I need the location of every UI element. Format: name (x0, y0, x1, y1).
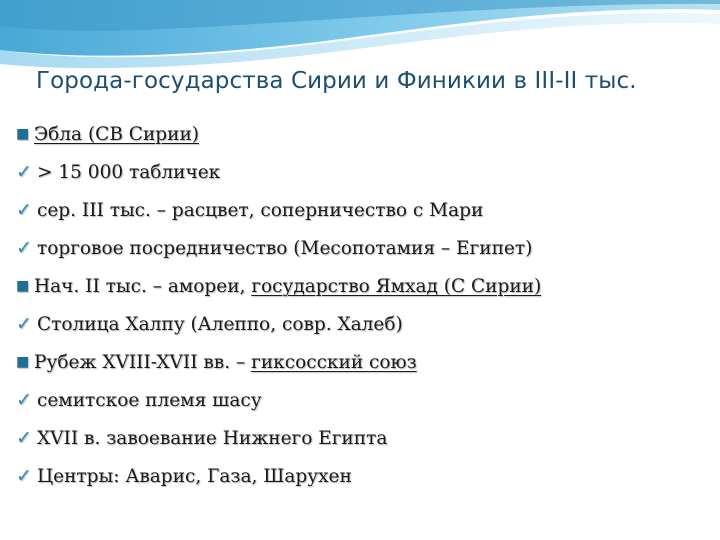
bullet-underlined-text: Эбла (СВ Сирии) (34, 124, 200, 145)
bullet-text: семитское племя шасу (37, 390, 262, 411)
bullet-item (16, 118, 716, 156)
bullet-list (16, 118, 716, 498)
bullet-text: Рубеж XVIII-XVII вв. – (34, 352, 252, 373)
square-bullet-icon: ■ (16, 126, 30, 142)
checkmark-bullet-icon: ✓ (16, 427, 32, 449)
square-bullet-icon: ■ (16, 278, 30, 294)
bullet-text: Центры: Аварис, Газа, Шарухен (37, 466, 352, 487)
bullet-item (16, 384, 716, 422)
square-bullet-icon: ■ (16, 354, 30, 370)
bullet-item (16, 460, 716, 498)
checkmark-bullet-icon: ✓ (16, 161, 32, 183)
checkmark-bullet-icon: ✓ (16, 465, 32, 487)
bullet-item (16, 232, 716, 270)
bullet-text: XVII в. завоевание Нижнего Египта (37, 428, 388, 449)
bullet-underlined-text: гиксосский союз (251, 352, 417, 373)
bullet-text: > 15 000 табличек (37, 162, 221, 183)
bullet-item (16, 308, 716, 346)
bullet-item (16, 346, 716, 384)
bullet-text: торговое посредничество (Месопотамия – Египет) (37, 238, 533, 259)
checkmark-bullet-icon: ✓ (16, 313, 32, 335)
bullet-item (16, 194, 716, 232)
checkmark-bullet-icon: ✓ (16, 237, 32, 259)
bullet-text: Столица Халпу (Алеппо, совр. Халеб) (37, 314, 403, 335)
checkmark-bullet-icon: ✓ (16, 199, 32, 221)
bullet-underlined-text: государство Ямхад (С Сирии) (251, 276, 542, 297)
bullet-item (16, 156, 716, 194)
slide-title: Города-государства Сирии и Финикии в III-II тыс. (36, 68, 637, 94)
bullet-item (16, 422, 716, 460)
bullet-text: Нач. II тыс. – амореи, (34, 276, 252, 297)
bullet-text: сер. III тыс. – расцвет, соперничество с Мари (37, 200, 484, 221)
bullet-item (16, 270, 716, 308)
checkmark-bullet-icon: ✓ (16, 389, 32, 411)
